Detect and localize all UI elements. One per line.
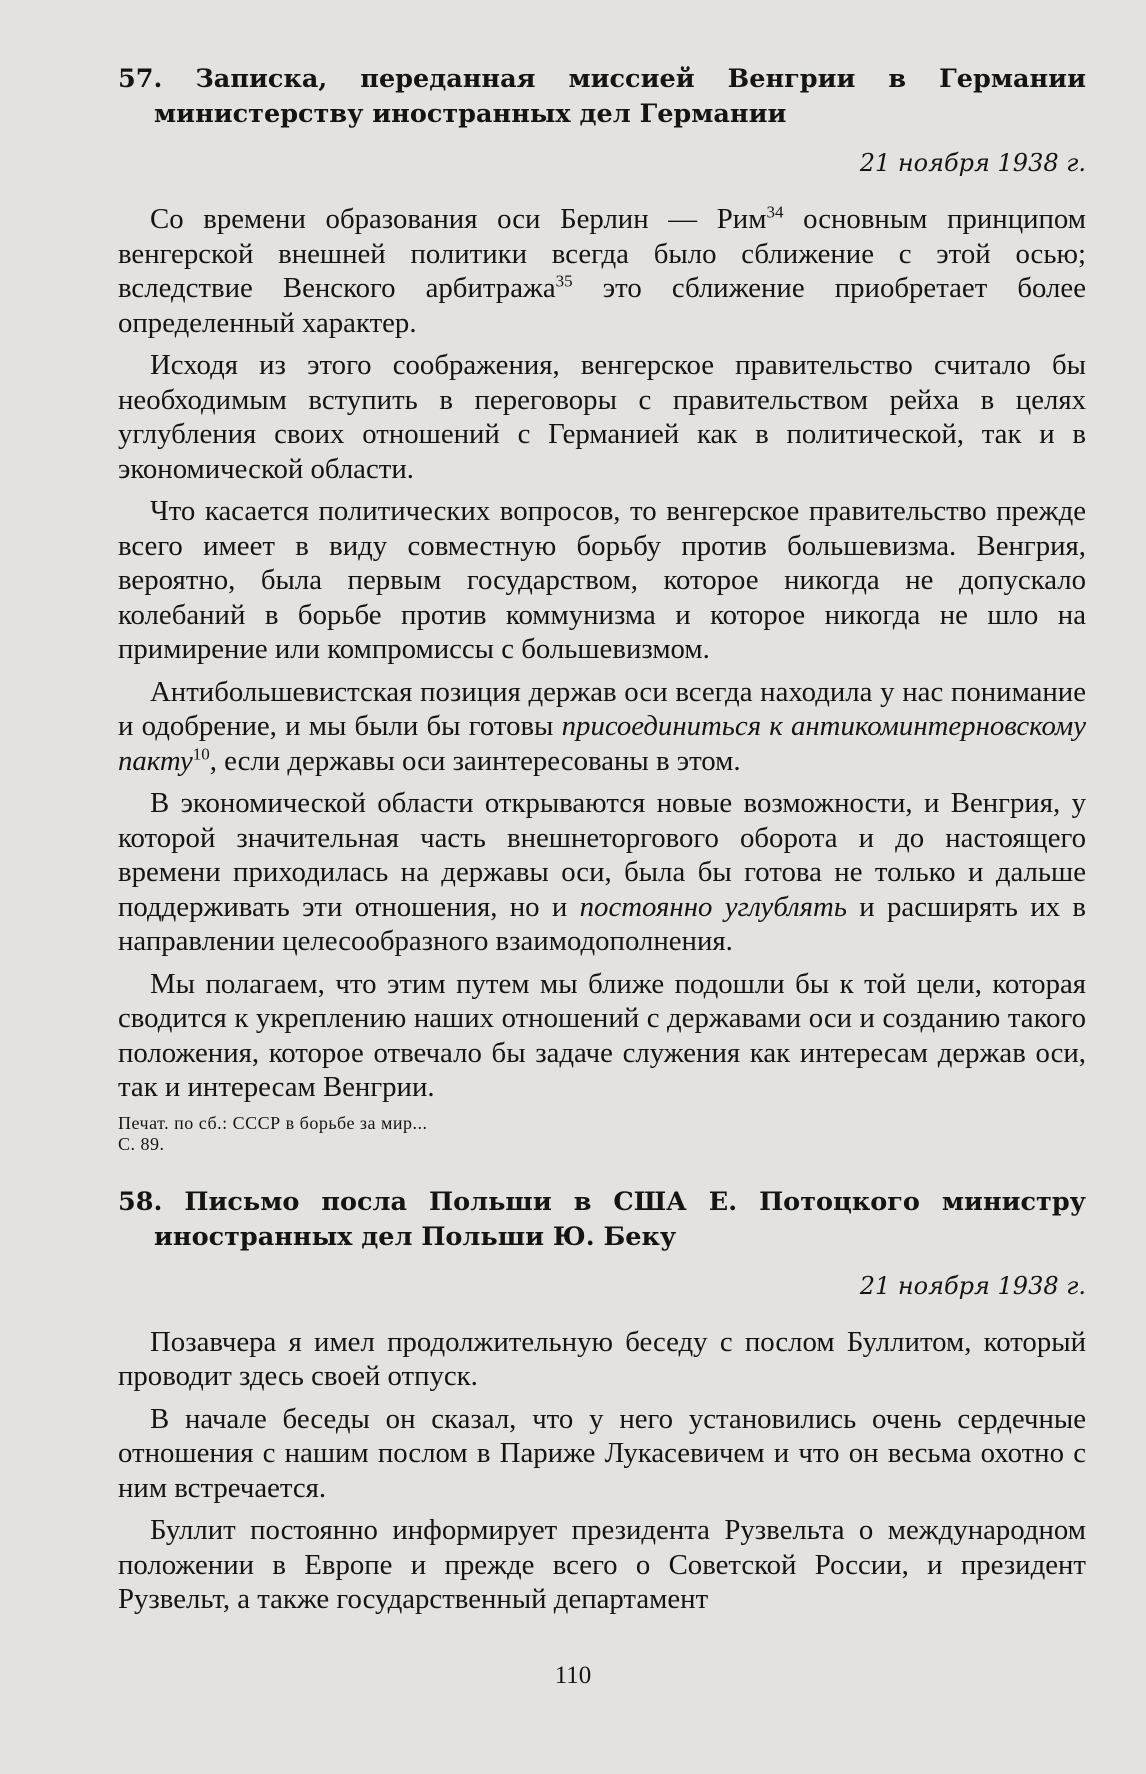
document-58-paragraph-1: Позавчера я имел продолжительную беседу с послом Буллитом, который проводит здесь своей отпуск. — [118, 1325, 1086, 1392]
document-58-paragraph-3: Буллит постоянно информирует президента Рузвельта о международном положении в Европе и прежде всего о Советской России, и президент Рузвельт, а также государственный департамент — [118, 1514, 1086, 1615]
page-number: 110 — [554, 1662, 592, 1689]
document-58-date: 21 ноября 1938 г. — [859, 1271, 1086, 1300]
document-57-paragraph-3: Что касается политических вопросов, то венгерское правительство прежде всего имеет в виду совместную борьбу против большевизма. Венгрия, вероятно, была первым государством, которое никогда не допускало колебаний в борьбе против коммунизма и которое никогда не шло на примирение или компромиссы с большевизмом. — [118, 495, 1086, 665]
document-58 — [118, 1185, 1086, 1617]
text-run: Антибольшевистская позиция держав оси всегда находила у нас понимание и одобрение, и мы были бы готовы — [118, 675, 1086, 742]
text-run: В экономической области открываются новые возможности, и Венгрия, у которой значительная часть внешнеторгового оборота и до настоящего времени приходилась на державы оси, была бы готова не только и дальше поддерживать эти отношения, но и — [118, 787, 1086, 923]
text-run: Со времени образования оси Берлин — Рим — [150, 203, 767, 235]
document-57 — [118, 62, 1086, 1155]
document-57-title: Записка, переданная миссией Венгрии в Германии министерству иностранных дел Германии — [154, 64, 1086, 129]
source-note-line-1: Печат. по сб.: СССР в борьбе за мир... — [118, 1112, 428, 1133]
text-run: и расширять их в направлении целесообразного взаимодополнения. — [118, 890, 1087, 957]
document-57-paragraph-6: Мы полагаем, что этим путем мы ближе подошли бы к той цели, которая сводится к укреплению наших отношений с державами оси и созданию такого положения, которое отвечало бы задаче служения как интересам держав оси, так и интересам Венгрии. — [118, 967, 1086, 1103]
document-57-paragraph-2: Исходя из этого соображения, венгерское правительство считало бы необходимым вступить в переговоры с правительством рейха в целях углубления своих отношений с Германией как в политической, так и в экономической области. — [118, 349, 1086, 485]
document-57-paragraph-5 — [118, 786, 1086, 959]
document-57-number: 57. — [118, 64, 163, 94]
document-57-paragraph-4 — [118, 675, 1086, 779]
document-57-paragraph-1 — [118, 202, 1086, 340]
document-58-paragraph-2: В начале беседы он сказал, что у него установились очень сердечные отношения с нашим послом в Париже Лукасевичем и что он весьма охотно с ним встречается. — [118, 1402, 1086, 1504]
document-58-heading — [118, 1185, 1086, 1255]
document-58-number: 58. — [118, 1186, 163, 1217]
emphasis-text: постоянно углублять — [579, 890, 847, 923]
text-run: , если державы оси заинтересованы в этом. — [209, 744, 741, 777]
document-57-source-note — [118, 1113, 1086, 1155]
emphasis-text: присоединиться к антикоминтерновскому пакту — [118, 710, 1087, 777]
footnote-ref-10: 10 — [192, 743, 210, 763]
document-57-heading — [118, 62, 1086, 132]
footnote-ref-35: 35 — [555, 271, 573, 291]
document-57-date: 21 ноября 1938 г. — [859, 149, 1086, 177]
text-run: основным принципом венгерской внешней политики всегда было сближение с этой осью; вследствие Венского арбитража — [118, 203, 1087, 304]
text-run: это сближение приобретает более определенный характер. — [118, 272, 1086, 339]
footnote-ref-34: 34 — [766, 202, 784, 222]
document-58-title: Письмо посла Польши в США Е. Потоцкого министру иностранных дел Польши Ю. Беку — [154, 1186, 1087, 1252]
source-note-line-2: С. 89. — [118, 1133, 165, 1154]
